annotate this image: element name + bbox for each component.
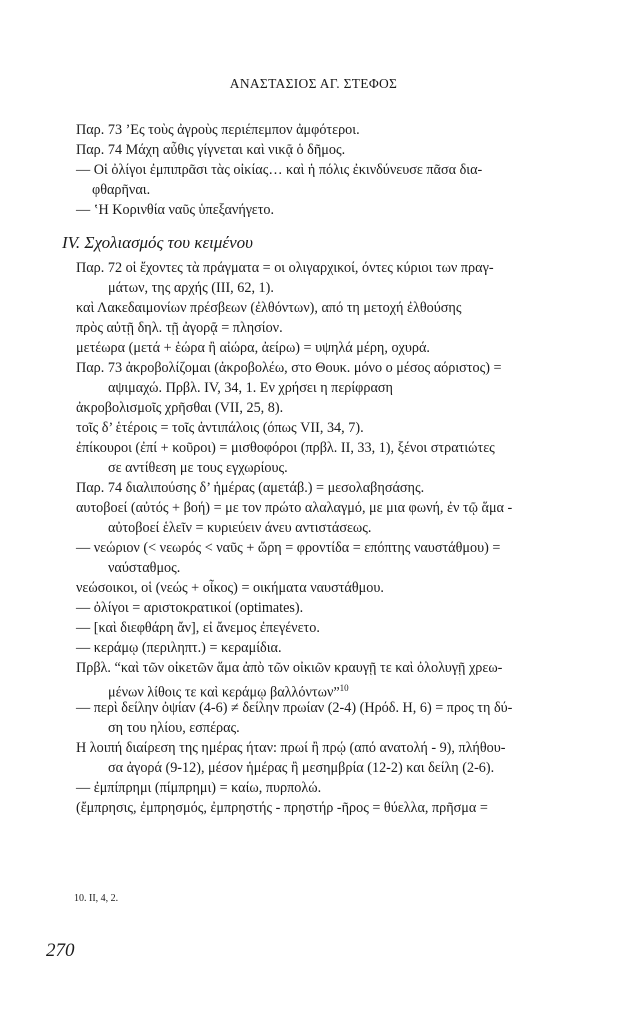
text-line: Παρ. 74 Μάχη αὖθις γίγνεται καὶ νικᾷ ὁ δῆμος. (76, 142, 346, 158)
text-line: (ἔμπρησις, ἐμπρησμός, ἐμπρηστής - πρηστήρ -ῆρος = θύελλα, πρῆσμα = (76, 800, 488, 816)
text-line: φθαρῆναι. (92, 182, 151, 198)
text-line: μάτων, της αρχής (ΙΙΙ, 62, 1). (108, 280, 274, 296)
text-line: ἐπίκουροι (ἐπί + κοῦροι) = μισθοφόροι (πρβλ. ΙΙ, 33, 1), ξένοι στρατιώτες (76, 440, 495, 456)
text-line: μένων λίθοις τε καὶ κεράμῳ βαλλόντων”$^{10}$ (108, 683, 349, 701)
text-line: — ἐμπίπρημι (πίμπρημι) = καίω, πυρπολώ. (76, 780, 322, 796)
footnote: 10. ΙΙ, 4, 2. (74, 893, 119, 904)
text-line: σα ἀγορά (9-12), μέσον ἡμέρας ἢ μεσημβρία (12-2) και δείλη (2-6). (108, 760, 495, 776)
text-line: Παρ. 72 οἱ ἔχοντες τὰ πράγματα = οι ολιγαρχικοί, όντες κύριοι των πραγ- (76, 260, 494, 276)
text-line: — ‛Η Κορινθία ναῦς ὑπεξανήγετο. (76, 202, 275, 218)
text-line: νεώσοικοι, οἱ (νεώς + οἶκος) = οικήματα ναυστάθμου. (76, 580, 384, 596)
text-line: καὶ Λακεδαιμονίων πρέσβεων (ἐλθόντων), από τη μετοχή ἐλθούσης (76, 300, 462, 316)
text-line: σε αντίθεση με τους εγχωρίους. (108, 460, 288, 476)
text-line: αὐτοβοεί ἑλεῖν = κυριεύειν άνευ αντιστάσεως. (108, 520, 372, 536)
text-line: — ὀλίγοι = αριστοκρατικοί (optimates). (76, 600, 304, 616)
text-line: τοῖς δ’ ἑτέροις = τοῖς ἀντιπάλοις (όπως VII, 34, 7). (76, 420, 364, 436)
footnote-marker: 10 (339, 683, 349, 693)
text-line: Παρ. 74 διαλιπούσης δ’ ἡμέρας (αμετάβ.) = μεσολαβησάσης. (76, 480, 425, 496)
section-heading: IV. Σχολιασμός του κειμένου (62, 233, 253, 252)
page-number: 270 (46, 940, 75, 961)
text-line: Παρ. 73 ἀκροβολίζομαι (ἀκροβολέω, στο Θουκ. μόνο ο μέσος αόριστος) = (76, 360, 502, 376)
text-line: αυτοβοεί (αὐτός + βοή) = με τον πρώτο αλαλαγμό, με μια φωνή, ἐν τῷ ἅμα - (76, 500, 513, 516)
text-line: — νεώριον (< νεωρός < ναῦς + ὤρη = φροντίδα = επόπτης ναυστάθμου) = (76, 540, 501, 556)
text-line: — περὶ δείλην ὀψίαν (4-6) ≠ δείλην πρωίαν (2-4) (Ηρόδ. Η, 6) = προς τη δύ- (76, 700, 513, 716)
text-line: — [καὶ διεφθάρη ἄν], εἰ ἄνεμος ἐπεγένετο. (76, 620, 320, 636)
running-head: ΑΝΑΣΤΑΣΙΟΣ ΑΓ. ΣΤΕΦΟΣ (229, 76, 398, 91)
text-line: — Οἱ ὀλίγοι ἐμπιπρᾶσι τὰς οἰκίας… καὶ ἡ πόλις ἐκινδύνευσε πᾶσα δια- (76, 162, 483, 178)
text-line: ση του ηλίου, εσπέρας. (108, 720, 240, 736)
text-line: πρὸς αὐτῇ δηλ. τῇ ἀγορᾷ = πλησίον. (76, 320, 283, 336)
text-line: ναύσταθμος. (108, 560, 181, 576)
text-line: Η λοιπή διαίρεση της ημέρας ήταν: πρωί ἢ πρῴ (από ανατολή - 9), πλήθου- (76, 740, 506, 756)
text-line: Πρβλ. “καὶ τῶν οἰκετῶν ἅμα ἀπὸ τῶν οἰκιῶν κραυγῇ τε καὶ ὀλολυγῇ χρεω- (76, 660, 503, 676)
text-line: αψιμαχώ. Πρβλ. IV, 34, 1. Εν χρήσει η περίφραση (108, 380, 393, 396)
text-line: — κεράμῳ (περιληπτ.) = κεραμίδια. (76, 640, 282, 656)
text-line: μετέωρα (μετά + ἑώρα ἢ αἰώρα, ἀείρω) = υψηλά μέρη, οχυρά. (76, 340, 430, 356)
text-line: Παρ. 73 ’Ες τοὺς ἀγροὺς περιέπεμπον ἀμφότεροι. (76, 122, 360, 138)
text-line: ἀκροβολισμοῖς χρῆσθαι (VII, 25, 8). (76, 400, 284, 416)
